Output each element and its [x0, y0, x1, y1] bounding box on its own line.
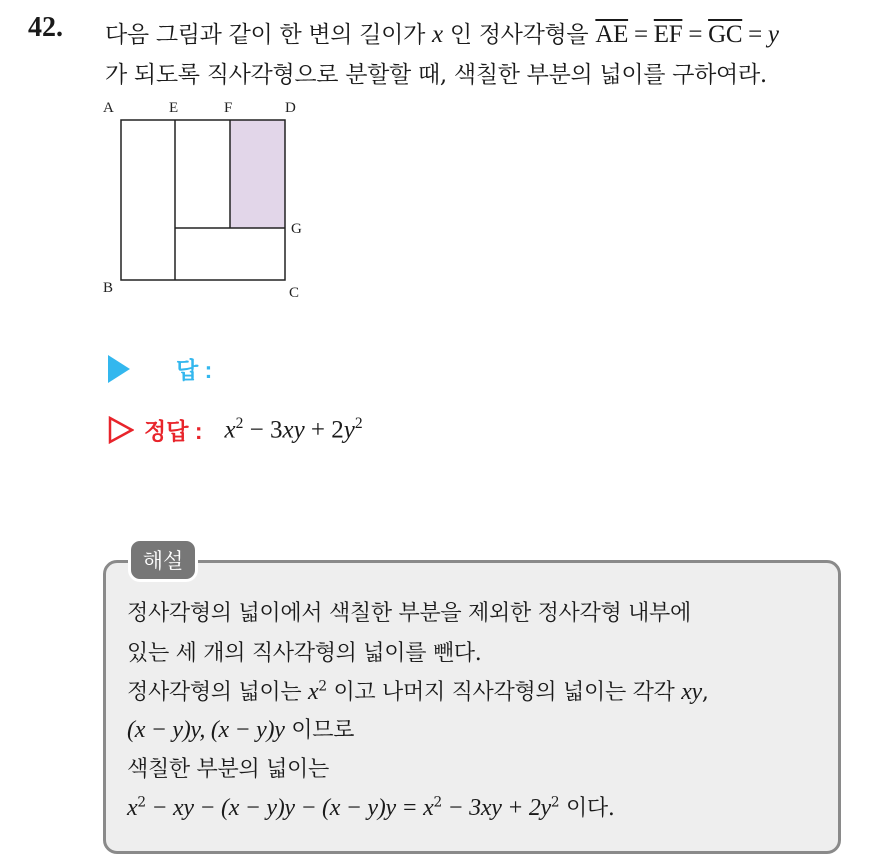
label-e: E	[169, 100, 179, 116]
label-d: D	[285, 100, 296, 116]
solution-line-3: 정사각형의 넓이는 $x^2$ 이고 나머지 직사각형의 넓이는 각각 xy,	[127, 678, 709, 705]
answer-label: 답 :	[176, 357, 213, 383]
label-f: F	[224, 100, 233, 116]
play-triangle-icon	[108, 355, 130, 383]
answer-row	[108, 352, 212, 385]
label-b: B	[103, 280, 114, 296]
segment-ae: $\overline{AE}$	[595, 21, 629, 48]
solution-line-5: 색칠한 부분의 넓이는	[127, 757, 329, 782]
solution-line-4: (x − y)y, (x − y)y 이므로	[127, 717, 355, 743]
square-diagram	[95, 96, 325, 306]
solution-line-6: $x^2$ − xy − $(x - y)y - (x - y)y = x^2 - 3xy + 2y^2$ 이다.	[127, 794, 615, 821]
question-line-2: 가 되도록 직사각형으로 분할할 때, 색칠한 부분의 넓이를 구하여라.	[105, 62, 767, 88]
label-c: C	[289, 285, 300, 301]
shaded-rectangle	[230, 120, 285, 228]
label-a: A	[103, 100, 114, 116]
correct-answer-row	[108, 413, 363, 446]
question-line-1: 다음 그림과 같이 한 변의 길이가 x 인 정사각형을 $\overline{AE} = \overline{EF} = \overline{GC} = y$	[105, 21, 779, 48]
solution-line-1: 정사각형의 넓이에서 색칠한 부분을 제외한 정사각형 내부에	[127, 601, 691, 626]
outline-triangle-icon	[108, 416, 134, 444]
correct-answer-label: 정답 :	[144, 418, 203, 444]
segment-gc: $\overline{GC}$	[708, 21, 743, 48]
solution-line-2: 있는 세 개의 직사각형의 넓이를 뺀다.	[127, 641, 482, 666]
question-number: 42.	[28, 12, 63, 43]
correct-answer-value: $x^2 - 3xy + 2y^2$	[224, 414, 363, 444]
solution-tab: 해설	[128, 538, 198, 582]
label-g: G	[291, 221, 302, 237]
segment-ef: $\overline{EF}$	[653, 21, 683, 48]
